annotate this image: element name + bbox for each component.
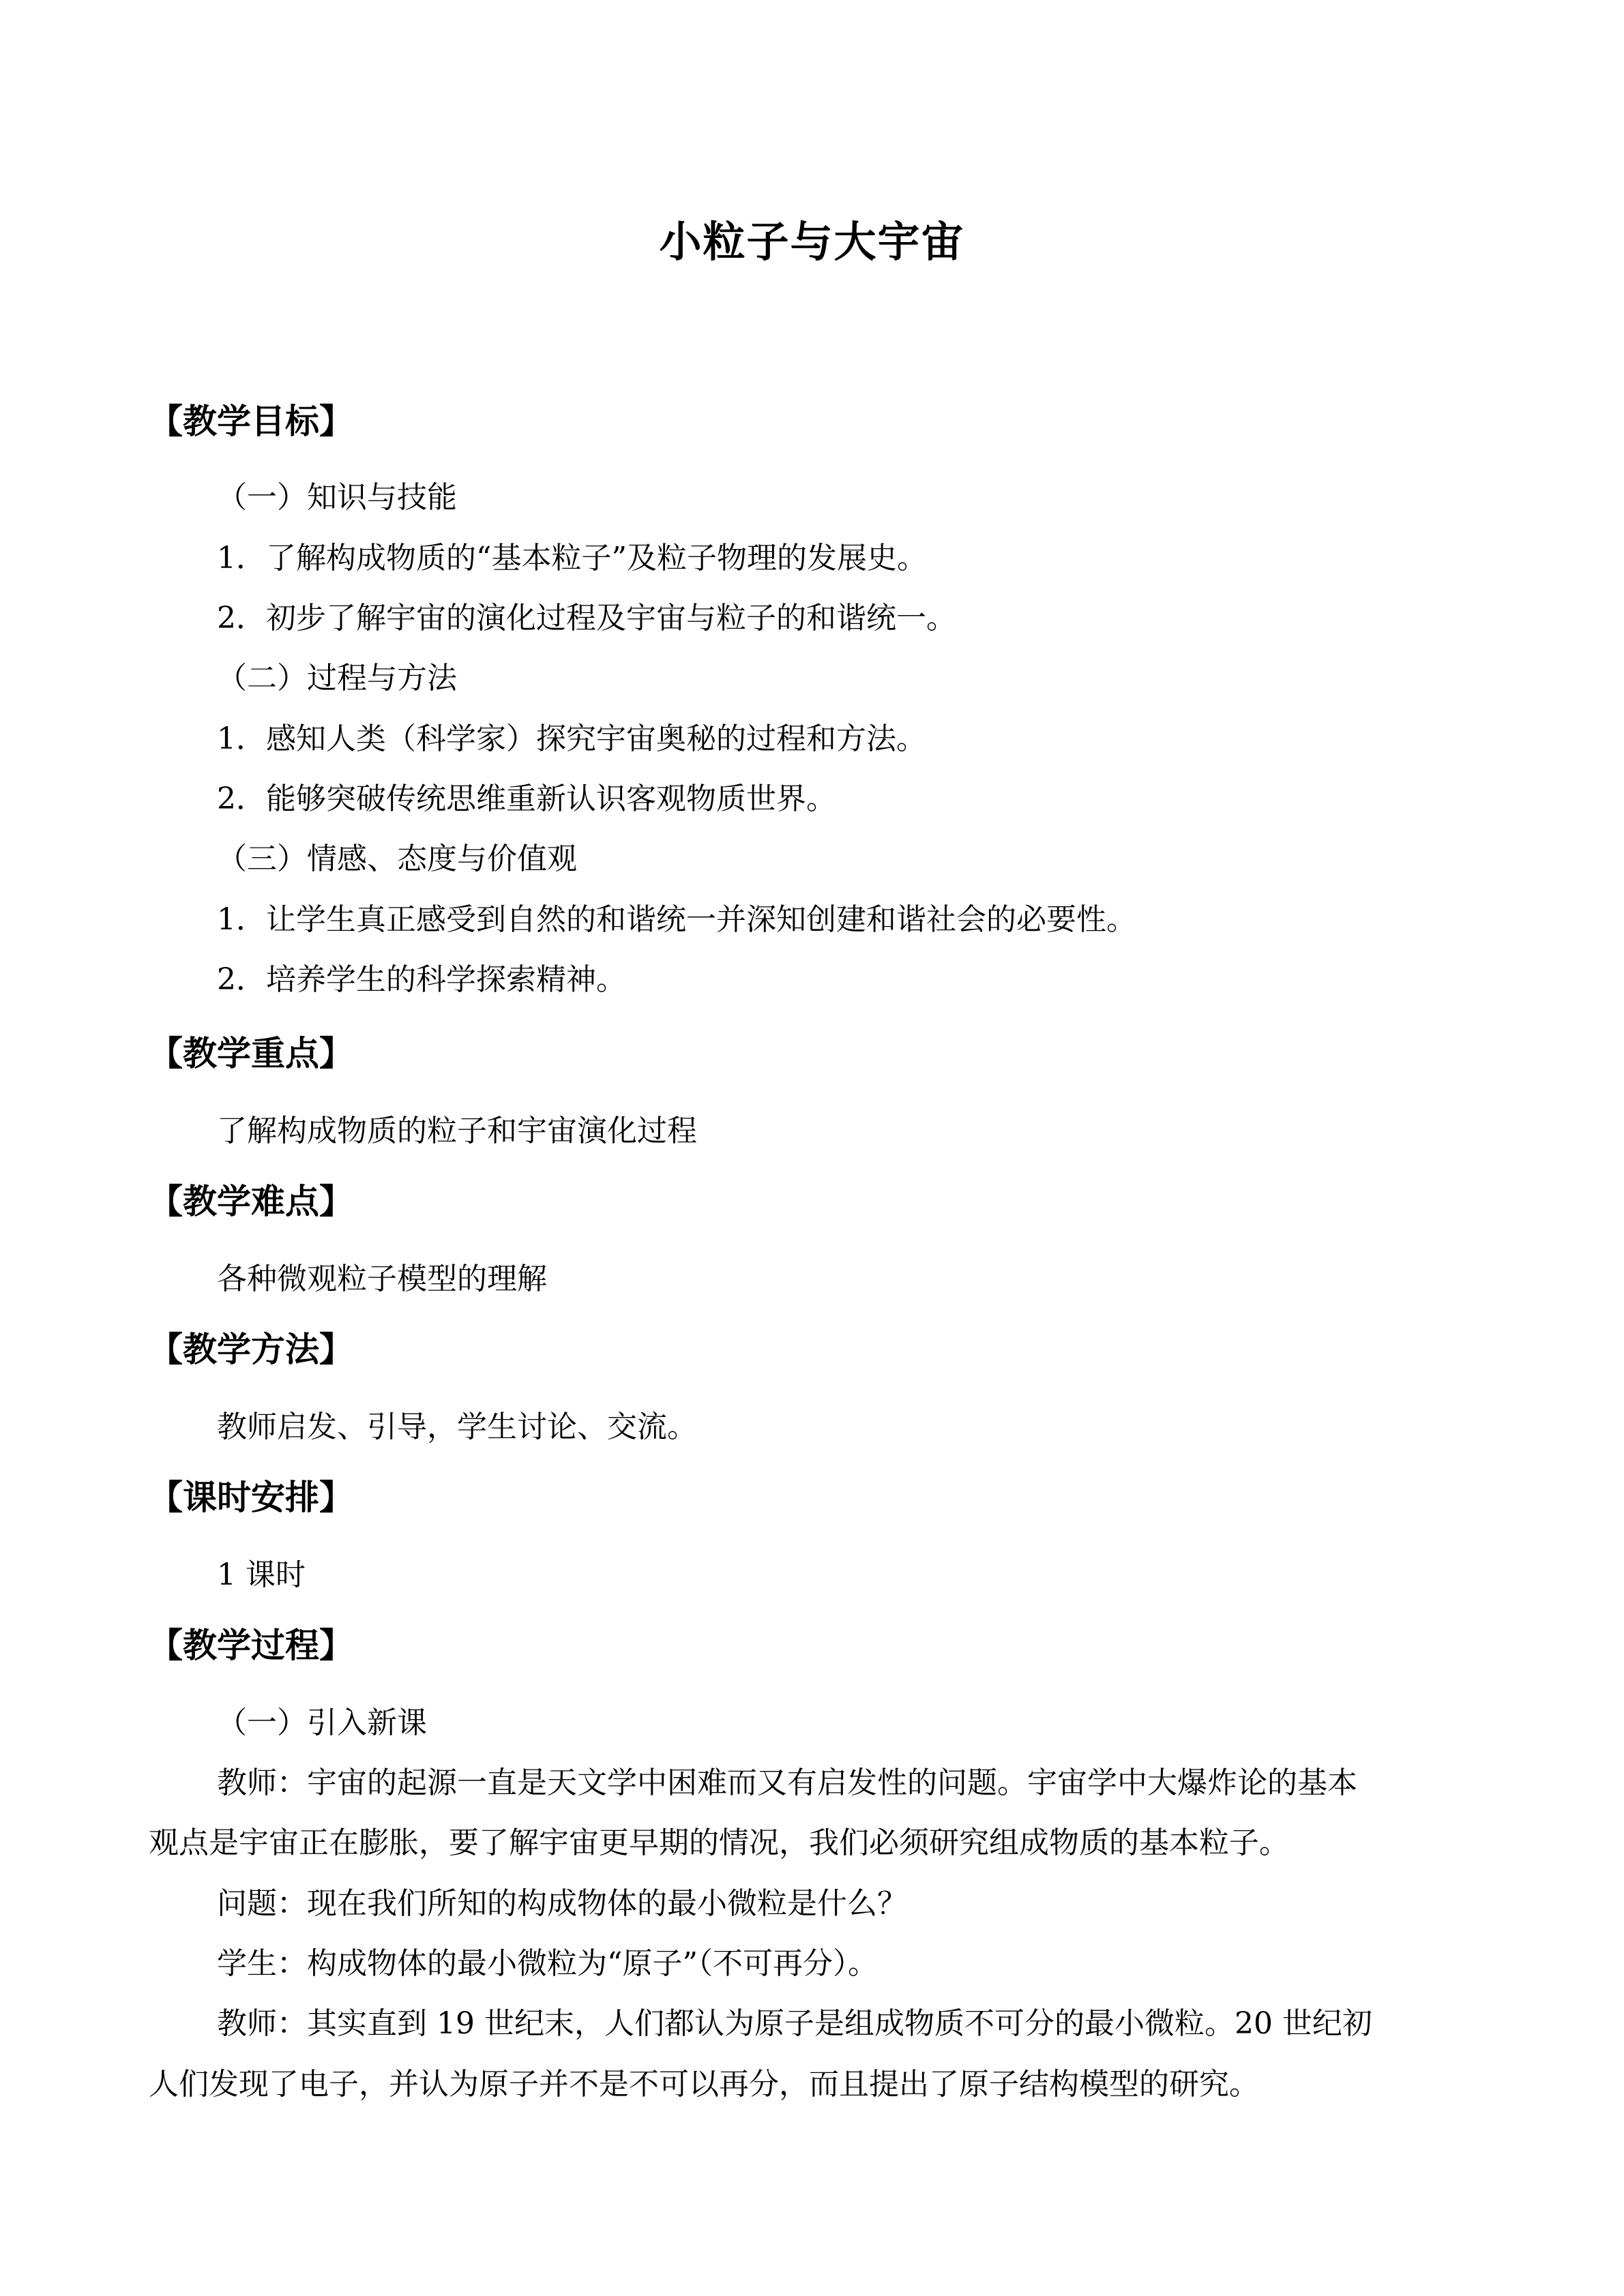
document-title: 小粒子与大宇宙	[659, 217, 965, 267]
process-student-answer: 学生：构成物体的最小微粒为“原子”（不可再分）。	[217, 1946, 878, 1981]
objectives-item: 2．培养学生的科学探索精神。	[217, 962, 626, 997]
process-subheading-intro: （一）引入新课	[217, 1705, 427, 1740]
key-points-text: 了解构成物质的粒子和宇宙演化过程	[217, 1114, 697, 1148]
process-paragraph-line: 观点是宇宙正在膨胀，要了解宇宙更早期的情况，我们必须研究组成物质的基本粒子。	[149, 1825, 1289, 1860]
objectives-item: 1．感知人类（科学家）探究宇宙奥秘的过程和方法。	[217, 721, 926, 756]
section-heading-process: 【教学过程】	[149, 1626, 353, 1665]
section-heading-key-points: 【教学重点】	[149, 1034, 353, 1073]
process-paragraph-line: 人们发现了电子，并认为原子并不是不可以再分，而且提出了原子结构模型的研究。	[149, 2067, 1259, 2102]
section-heading-objectives: 【教学目标】	[149, 402, 353, 441]
process-paragraph-line: 教师：其实直到 19 世纪末，人们都认为原子是组成物质不可分的最小微粒。20 世纪初	[217, 2006, 1372, 2041]
section-heading-schedule: 【课时安排】	[149, 1478, 353, 1517]
process-question: 问题：现在我们所知的构成物体的最小微粒是什么？	[217, 1886, 907, 1921]
schedule-text: 1 课时	[217, 1557, 306, 1592]
objectives-item: 1．了解构成物质的“基本粒子”及粒子物理的发展史。	[217, 541, 927, 576]
objectives-subheading-attitude: （三）情感、态度与价值观	[217, 841, 577, 876]
section-heading-difficulties: 【教学难点】	[149, 1182, 353, 1221]
methods-text: 教师启发、引导，学生讨论、交流。	[217, 1410, 697, 1444]
objectives-item: 2．初步了解宇宙的演化过程及宇宙与粒子的和谐统一。	[217, 601, 956, 636]
objectives-item: 1．让学生真正感受到自然的和谐统一并深知创建和谐社会的必要性。	[217, 902, 1136, 937]
objectives-subheading-knowledge: （一）知识与技能	[217, 480, 457, 515]
objectives-item: 2．能够突破传统思维重新认识客观物质世界。	[217, 781, 836, 816]
process-paragraph-line: 教师：宇宙的起源一直是天文学中困难而又有启发性的问题。宇宙学中大爆炸论的基本	[217, 1765, 1357, 1800]
objectives-subheading-process: （二）过程与方法	[217, 661, 457, 696]
section-heading-methods: 【教学方法】	[149, 1330, 353, 1369]
difficulties-text: 各种微观粒子模型的理解	[217, 1262, 547, 1296]
